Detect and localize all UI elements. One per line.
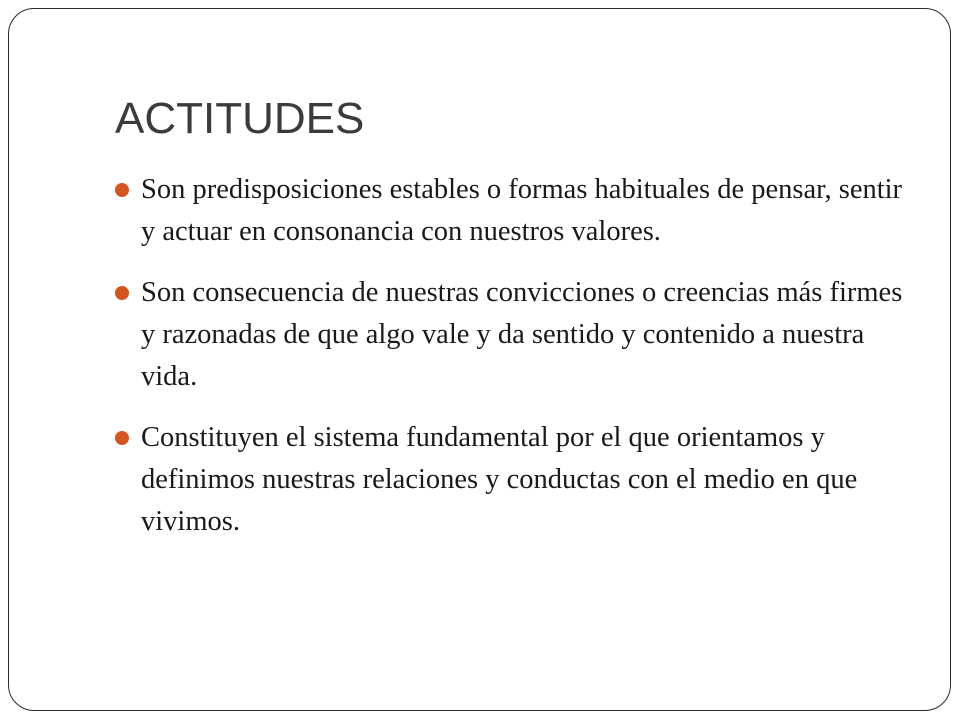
bullet-text: Son predisposiciones estables o formas habituales de pensar, sentir y actuar en consonancia con nuestros valores. — [141, 174, 903, 247]
bullet-text: Constituyen el sistema fundamental por el que orientamos y definimos nuestras relaciones y conductas con el medio en que vivimos. — [141, 422, 858, 537]
bullet-dot-icon — [115, 183, 129, 197]
bullet-item — [115, 272, 915, 398]
bullet-item — [115, 169, 915, 253]
slide-frame — [8, 8, 951, 711]
bullet-list — [115, 169, 915, 562]
bullet-text: Son consecuencia de nuestras convicciones o creencias más firmes y razonadas de que algo vale y da sentido y contenido a nuestra vida. — [141, 277, 903, 392]
bullet-dot-icon — [115, 431, 129, 445]
bullet-dot-icon — [115, 286, 129, 300]
bullet-item — [115, 417, 915, 543]
slide-title: ACTITUDES — [115, 94, 365, 143]
